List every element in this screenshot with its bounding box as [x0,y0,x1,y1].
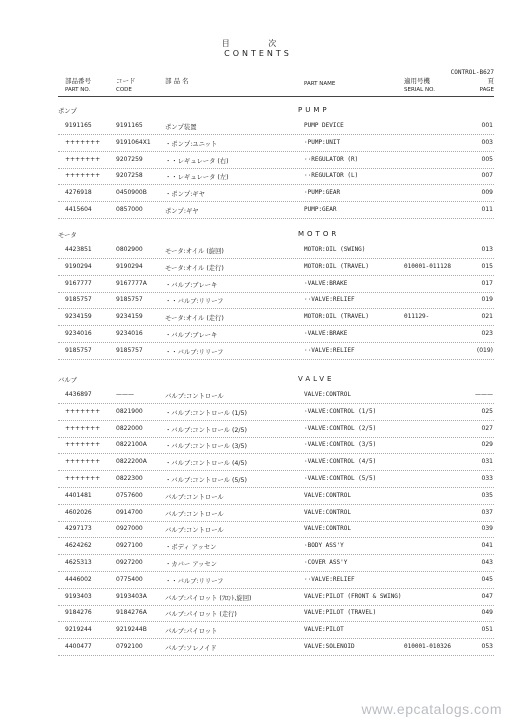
list-item [58,327,494,343]
serial-no: 010001-010326 [404,643,451,650]
section-title: VALVE [298,375,335,383]
part-name: VALVE:CONTROL [304,491,351,499]
list-item [58,243,494,259]
name-jp: バルブ:コントロール [165,527,224,535]
list-item [58,169,494,185]
header-name-jp: 部 品 名 [165,77,189,85]
list-item [58,119,494,135]
part-no: 4446002 [65,575,92,583]
part-name: PUMP DEVICE [304,122,344,129]
part-no: 4625313 [65,559,92,566]
page-no: 037 [481,508,493,516]
watermark: www.epcatalogs.com [361,701,502,717]
name-jp: ・・バルブ:リリーフ [165,348,224,356]
list-item [58,136,494,152]
header-divider [58,96,494,97]
code: 9185757 [116,296,143,304]
part-no: 9219244 [65,626,92,634]
code: 9207259 [116,155,143,163]
name-jp: バルブ:パイロット (走行) [165,611,237,619]
code: 9207258 [116,172,143,180]
control-code: CONTROL-B627 [450,69,494,76]
part-name: ··VALVE:RELIEF [304,296,355,304]
part-name: VALVE:CONTROL [304,508,351,516]
part-name: VALVE:CONTROL [304,391,351,398]
list-item [58,422,494,438]
part-name: PUMP:GEAR [304,206,337,213]
name-jp: ・バルブ:コントロール (1/5) [165,409,248,417]
part-name: ··VALVE:RELIEF [304,575,355,583]
part-name: ·BODY ASS'Y [304,542,344,550]
page-no: 011 [481,206,493,213]
part-no: +++++++ [65,138,101,146]
part-no: +++++++ [65,172,101,180]
page-no: 023 [481,330,493,337]
part-no: +++++++ [65,458,101,466]
name-jp: バルブ:コントロール [165,510,224,518]
part-name: VALVE:PILOT (TRAVEL) [304,609,377,617]
section-title-jp: バルブ [58,377,77,384]
part-no: +++++++ [65,407,101,415]
part-no: 4423851 [65,246,92,253]
part-name: ··REGULATOR (R) [304,155,359,163]
part-no: 4624262 [65,542,92,550]
part-no: 9185757 [65,296,92,304]
list-item [58,438,494,454]
part-no: +++++++ [65,424,101,432]
part-no: 4436897 [65,391,92,398]
page-no: 021 [481,313,493,321]
section-heading [58,230,340,239]
code: 9190294 [116,262,143,270]
part-name: ··VALVE:RELIEF [304,346,355,354]
header-code: コード CODE [116,77,136,93]
part-no: +++++++ [65,155,101,163]
page-no: 017 [481,279,493,287]
code: 0822000 [116,424,143,432]
name-jp: ・・レギュレータ (右) [165,157,229,165]
page-no: 015 [481,262,493,270]
part-name: ·VALVE:CONTROL (1/5) [304,407,377,415]
header-part-no: 部品番号 PART NO. [65,77,91,93]
code: 9234016 [116,330,143,337]
code: 0450900B [116,189,147,197]
list-item [58,293,494,309]
part-no: 9191165 [65,122,92,129]
name-jp: モータ:オイル (旋回) [165,248,224,255]
code: 0822300 [116,475,143,482]
code: 0757600 [116,491,143,499]
name-jp: ・・バルブ:リリーフ [165,298,224,306]
page-no: 029 [481,441,493,449]
part-name: MOTOR:OIL (SWING) [304,246,366,253]
part-name: MOTOR:OIL (TRAVEL) [304,262,370,270]
page-no: 025 [481,407,493,415]
code: 9234159 [116,313,143,321]
list-item [58,153,494,169]
name-jp: ポンプ:ギヤ [165,208,199,215]
page-no: 027 [481,424,493,432]
list-item [58,539,494,555]
name-jp: バルブ:コントロール [165,493,224,501]
list-item [58,186,494,202]
part-name: VALVE:PILOT [304,626,344,634]
code: 0927100 [116,542,143,550]
code: 0822200A [116,458,147,466]
part-no: 4602026 [65,508,92,516]
page-no: 001 [481,122,493,129]
page-no: 045 [481,575,493,583]
list-item [58,590,494,606]
list-item [58,277,494,293]
page-no: 019 [481,296,493,304]
page-no: 047 [481,592,493,600]
name-jp: ポンプ装置 [165,124,197,131]
code: 9185757 [116,346,143,354]
part-name: VALVE:CONTROL [304,525,351,533]
list-item [58,472,494,488]
name-jp: ・バルブ:コントロール (4/5) [165,460,248,468]
code: 9219244B [116,626,147,634]
name-jp: ・ボディ アッセン [165,544,217,552]
name-jp: バルブ:コントロール [165,393,224,400]
code: 0821900 [116,407,143,415]
list-item [58,388,494,404]
name-jp: ・・バルブ:リリーフ [165,577,224,585]
part-name: ·VALVE:BRAKE [304,330,348,337]
page-no: (019) [476,346,493,354]
part-name: ··REGULATOR (L) [304,172,359,180]
section-title-jp: ポンプ [58,108,77,115]
page-no: 049 [481,609,493,617]
code: 9167777A [116,279,147,287]
part-name: VALVE:SOLENOID [304,643,355,650]
list-item [58,489,494,505]
code: 0914700 [116,508,143,516]
part-name: MOTOR:OIL (TRAVEL) [304,313,370,321]
part-name: ·PUMP:UNIT [304,138,341,146]
name-jp: モータ:オイル (走行) [165,315,224,323]
list-item [58,405,494,421]
code: 9184276A [116,609,147,617]
list-item [58,310,494,326]
part-name: ·PUMP:GEAR [304,189,341,197]
list-item [58,506,494,522]
code: 0927000 [116,525,143,533]
code: 0927200 [116,559,143,566]
header-page: 頁 PAGE [479,77,494,93]
part-no: 9184276 [65,609,92,617]
name-jp: バルブ:ソレノイド [165,645,217,652]
page-no: 013 [481,246,493,253]
code: 9193403A [116,592,147,600]
list-item [58,640,494,656]
list-item [58,522,494,538]
page-no: ——— [475,391,493,398]
page-no: 005 [481,155,493,163]
page-no: 051 [481,626,493,634]
code: 0822100A [116,441,147,449]
part-name: ·VALVE:BRAKE [304,279,348,287]
list-item [58,606,494,622]
page-no: 043 [481,559,493,566]
page-no: 033 [481,475,493,482]
list-item [58,556,494,572]
page-no: 035 [481,491,493,499]
name-jp: バルブ:パイロット [165,628,218,636]
part-no: +++++++ [65,475,101,482]
section-title: PUMP [298,106,330,114]
part-no: 4415604 [65,206,92,213]
part-name: ·COVER ASS'Y [304,559,348,566]
part-name: ·VALVE:CONTROL (5/5) [304,475,377,482]
name-jp: ・・レギュレータ (左) [165,174,229,182]
part-no: 9190294 [65,262,92,270]
part-no: 4297173 [65,525,92,533]
part-name: ·VALVE:CONTROL (4/5) [304,458,377,466]
page-no: 041 [481,542,493,550]
name-jp: ・バルブ:コントロール (5/5) [165,477,248,484]
code: ——— [116,391,134,398]
code: 0857000 [116,206,143,213]
serial-no: 010001-011128 [404,262,451,270]
list-item [58,260,494,276]
part-no: 4400477 [65,643,92,650]
code: 9191064X1 [116,138,151,146]
page-title-jp: 目 次 [221,39,295,48]
part-no: 9167777 [65,279,92,287]
code: 0775400 [116,575,143,583]
page-no: 031 [481,458,493,466]
name-jp: ・バルブ:コントロール (2/5) [165,426,248,434]
code: 0802900 [116,246,143,253]
list-item [58,623,494,639]
page-no: 003 [481,138,493,146]
section-heading [58,375,335,384]
page-no: 009 [481,189,493,197]
page-no: 053 [481,643,493,650]
page-no: 039 [481,525,493,533]
part-name: VALVE:PILOT (FRONT & SWING) [304,592,402,600]
part-no: +++++++ [65,441,101,449]
code: 9191165 [116,122,143,129]
name-jp: モータ:オイル (走行) [165,264,224,272]
part-name: ·VALVE:CONTROL (2/5) [304,424,377,432]
part-no: 9193403 [65,592,92,600]
header-part-name: PART NAME [304,81,336,87]
name-jp: バルブ:パイロット (ﾌﾛﾝﾄ,旋回) [165,594,252,602]
name-jp: ・カバー アッセン [165,561,217,568]
code: 0792100 [116,643,143,650]
part-no: 9234016 [65,330,92,337]
list-item [58,203,494,219]
list-item [58,573,494,589]
serial-no: 011129- [404,313,430,321]
section-title: MOTOR [298,230,340,238]
part-name: ·VALVE:CONTROL (3/5) [304,441,377,449]
section-title-jp: モータ [58,232,77,239]
list-item [58,344,494,360]
part-no: 9234159 [65,313,92,321]
page-no: 007 [481,172,493,180]
section-heading [58,106,330,115]
name-jp: ・バルブ:ブレーキ [165,281,218,289]
part-no: 4276918 [65,189,92,197]
list-item [58,455,494,471]
name-jp: ・ポンプ:ユニット [165,140,218,148]
name-jp: ・バルブ:ブレーキ [165,332,218,339]
name-jp: ・ポンプ:ギヤ [165,191,205,199]
part-no: 4401481 [65,491,92,499]
name-jp: ・バルブ:コントロール (3/5) [165,443,248,451]
header-serial: 適用号機 SERIAL NO. [404,77,435,93]
part-no: 9185757 [65,346,92,354]
page-title: CONTENTS [224,49,292,58]
